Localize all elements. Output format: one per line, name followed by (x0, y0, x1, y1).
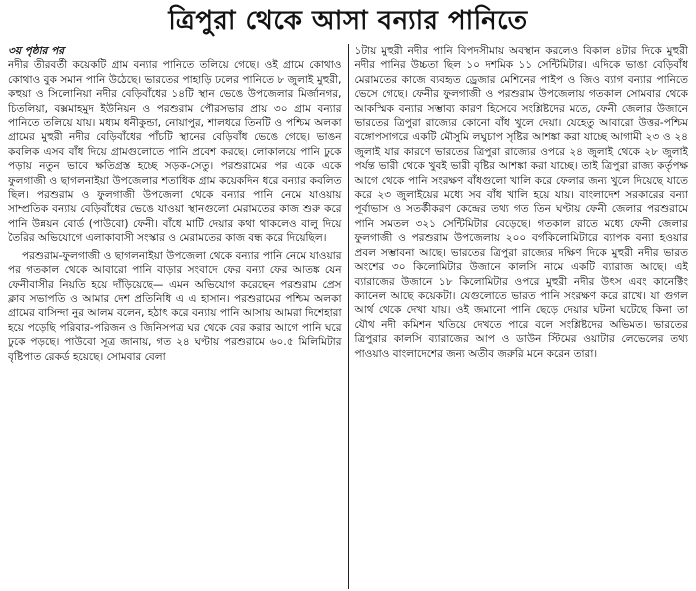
page-reference: ৩য় পৃষ্ঠার পর (8, 45, 65, 57)
article-columns (8, 44, 688, 589)
left-column (8, 44, 349, 589)
left-paragraph-1: নদীর তীরবর্তী কয়েকটি গ্রাম বন্যার পানিতে তলিয়ে গেছে। ওই গ্রামে কোথাও কোথাও বুক সমান পানি উঠেছে। ভারতের পাহাড়ি ঢলের পানিতে ৮ জুলাই মুহুরী, কহুয়া ও সিলোনিয়া নদীর বেড়িবাঁধের ১৪টি স্থান ভেঙে উপজেলার মির্জানগর, চিতলিয়া, বক্সমাহমুদ ইউনিয়ন ও পরশুরাম পৌরসভার প্রায় ৩০ গ্রাম বন্যার পানিতে তলিয়ে যায়। মধ্যম ধনীকুন্ডা, নোয়াপুর, শালধরে তিনটি ও পশ্চিম অলকা গ্রামের মুহুরী নদীর বেড়িবাঁধের পাঁচটি স্থানের বেড়িবাঁধ ভেঙে গেছে। ভাঙন কবলিক এসব বাঁধ দিয়ে গ্রামগুলোতে পানি প্রবেশ করছে। লোকালয়ে পানি ঢুকে পড়ায় নতুন ভাবে ক্ষতিগ্রস্ত হচ্ছে সড়ক-সেতু। পরশুরামের পর একে একে ফুলগাজী ও ছাগলনাইয়া উপজেলার শতাধিক গ্রাম কয়েকদিন ধরে বন্যার কবলিত ছিল। পরশুরাম ও ফুলগাজী উপজেলা থেকে বন্যার পানি নেমে যাওয়ায় সাম্প্রতিক বন্যায় বেড়িবাঁধের ভেঙে যাওয়া স্থানগুলো মেরামতের কাজ শুরু করে পানি উন্নয়ন বোর্ড (পাউবো) ফেনী। বাঁধে মাটি দেয়ার কথা থাকলেও বালু দিয়ে তৈরির অভিযোগে এলাকাবাসী সংস্কার ও মেরামতের কাজ বন্ধ করে দিয়েছিল। (8, 59, 342, 245)
right-paragraph-1: ১টায় মুহুরী নদীর পানি বিপদসীমায় অবস্থান করলেও বিকাল ৪টার দিকে মুহুরী নদীর পানির উচ্চতা ছিল ১০ দশমিক ১১ সেন্টিমিটার। এদিকে ভাঙা বেড়িবাঁধ মেরামতের কাজে ব্যবহৃত ড্রেজার মেশিনের পাইপ ও জিও ব্যাগ বন্যার পানিতে ভেসে গেছে। ফেনীর ফুলগাজী ও পরশুরাম উপজেলায় গতকাল সোমবার থেকে আকস্মিক বন্যার সম্ভাব্য কারণ হিসেবে সংশ্লিষ্টদের মতে, ফেনী জেলার উজানে ভারতের ত্রিপুরা রাজ্যের কোনো বাঁধ খুলে দেয়া। যেহেতু আবারো উত্তর-পশ্চিম বঙ্গোপসাগরে একটি মৌসুমি লঘুচাপ সৃষ্টির আশঙ্কা করা যাচ্ছে আগামী ২৩ ও ২৪ জুলাই যার কারণে ভারতের ত্রিপুরা রাজ্যের ওপরে ২৪ জুলাই থেকে ২৮ জুলাই পর্যন্ত ভারী থেকে খুবই ভারী বৃষ্টির আশঙ্কা করা যাচ্ছে। তাই ত্রিপুরা রাজ্য কর্তৃপক্ষ আগে থেকে পানি সংরক্ষণ বাঁধগুলো খালি করে ফেলার জন্য খুলে দিয়েছে যাতে করে ২৩ জুলাইয়ের মধ্যে সব বাঁধ খালি হয়ে যায়। বাংলাদেশ সরকারের বন্যা পূর্বাভাস ও সতর্কীকরণ কেন্দ্রের তথ্য গত তিন ঘণ্টায় ফেনী জেলার পরশুরামে পানি সমতল ৩২১ সেন্টিমিটার বেড়েছে। গতকাল রাতে মধ্যে ফেনী জেলার ফুলগাজী ও পরশুরাম উপজেলায় ২০০ বর্গকিলোমিটারে ব্যাপক বন্যা হওয়ার প্রবল সম্ভাবনা আছে। ভারতের ত্রিপুরা রাজ্যের দক্ষিণ দিকে মুহুরী নদীর ভারত অংশের ৩০ কিলোমিটার উজানে কালসি নামে একটি ব্যারাজ আছে। এই ব্যারাজের উজানে ১৮ কিলোমিটার ওপরে মুহুরী নদীর উৎস এবং কানেক্টিং ক্যানেল আছে কয়েকটা। যেগুলোতে ভারত পানি সংরক্ষণ করে রাখে। যা গুগল আর্থ থেকে দেখা যায়। ওই জমানো পানি ছেড়ে দেয়ার ঘটনা ঘটেছে কিনা তা যৌথ নদী কমিশন খতিয়ে দেখতে পারে বলে সংশ্লিষ্টদের অভিমত। ভারতের ত্রিপুরার কালসি ব্যারাজের আপ ও ডাউন স্টিমের ওয়াটার লেভেলের তথ্য পাওয়াও বাংলাদেশের জন্য অতীব জরুরি মনে করেন তারা। (354, 45, 688, 360)
right-column (349, 44, 689, 589)
headline: ত্রিপুরা থেকে আসা বন্যার পানিতে (168, 6, 528, 36)
left-paragraph-2: পরশুরাম-ফুলগাজী ও ছাগলনাইয়া উপজেলা থেকে বন্যার পানি নেমে যাওয়ার পর গতকাল থেকে আবারো পানি বাড়ার সংবাদে ফের বন্যা ফের আতঙ্ক যেন ফেনীবাসীর নিয়তি হয়ে দাঁড়িয়েছে— এমন অভিযোগ করেছেন পরশুরাম প্রেস ক্লাব সভাপতি ও আমার দেশ প্রতিনিধি এ এ হাসান। পরশুরামের পশ্চিম অলকা গ্রামের বাসিন্দা নুর আলম বলেন, হঠাৎ করে বন্যায় পানি আসায় আমরা দিশেহারা হয়ে পড়েছি পরিবার-পরিজন ও জিনিসপত্র ঘর থেকে বের করার আগে পানি ঘরে ঢুকে পড়ছে। পাউবো সূত্র জানায়, গত ২৪ ঘণ্টায় পরশুরামে ৬০.৫ মিলিমিটার বৃষ্টিপাত রেকর্ড হয়েছে। সোমবার বেলা (8, 249, 342, 363)
